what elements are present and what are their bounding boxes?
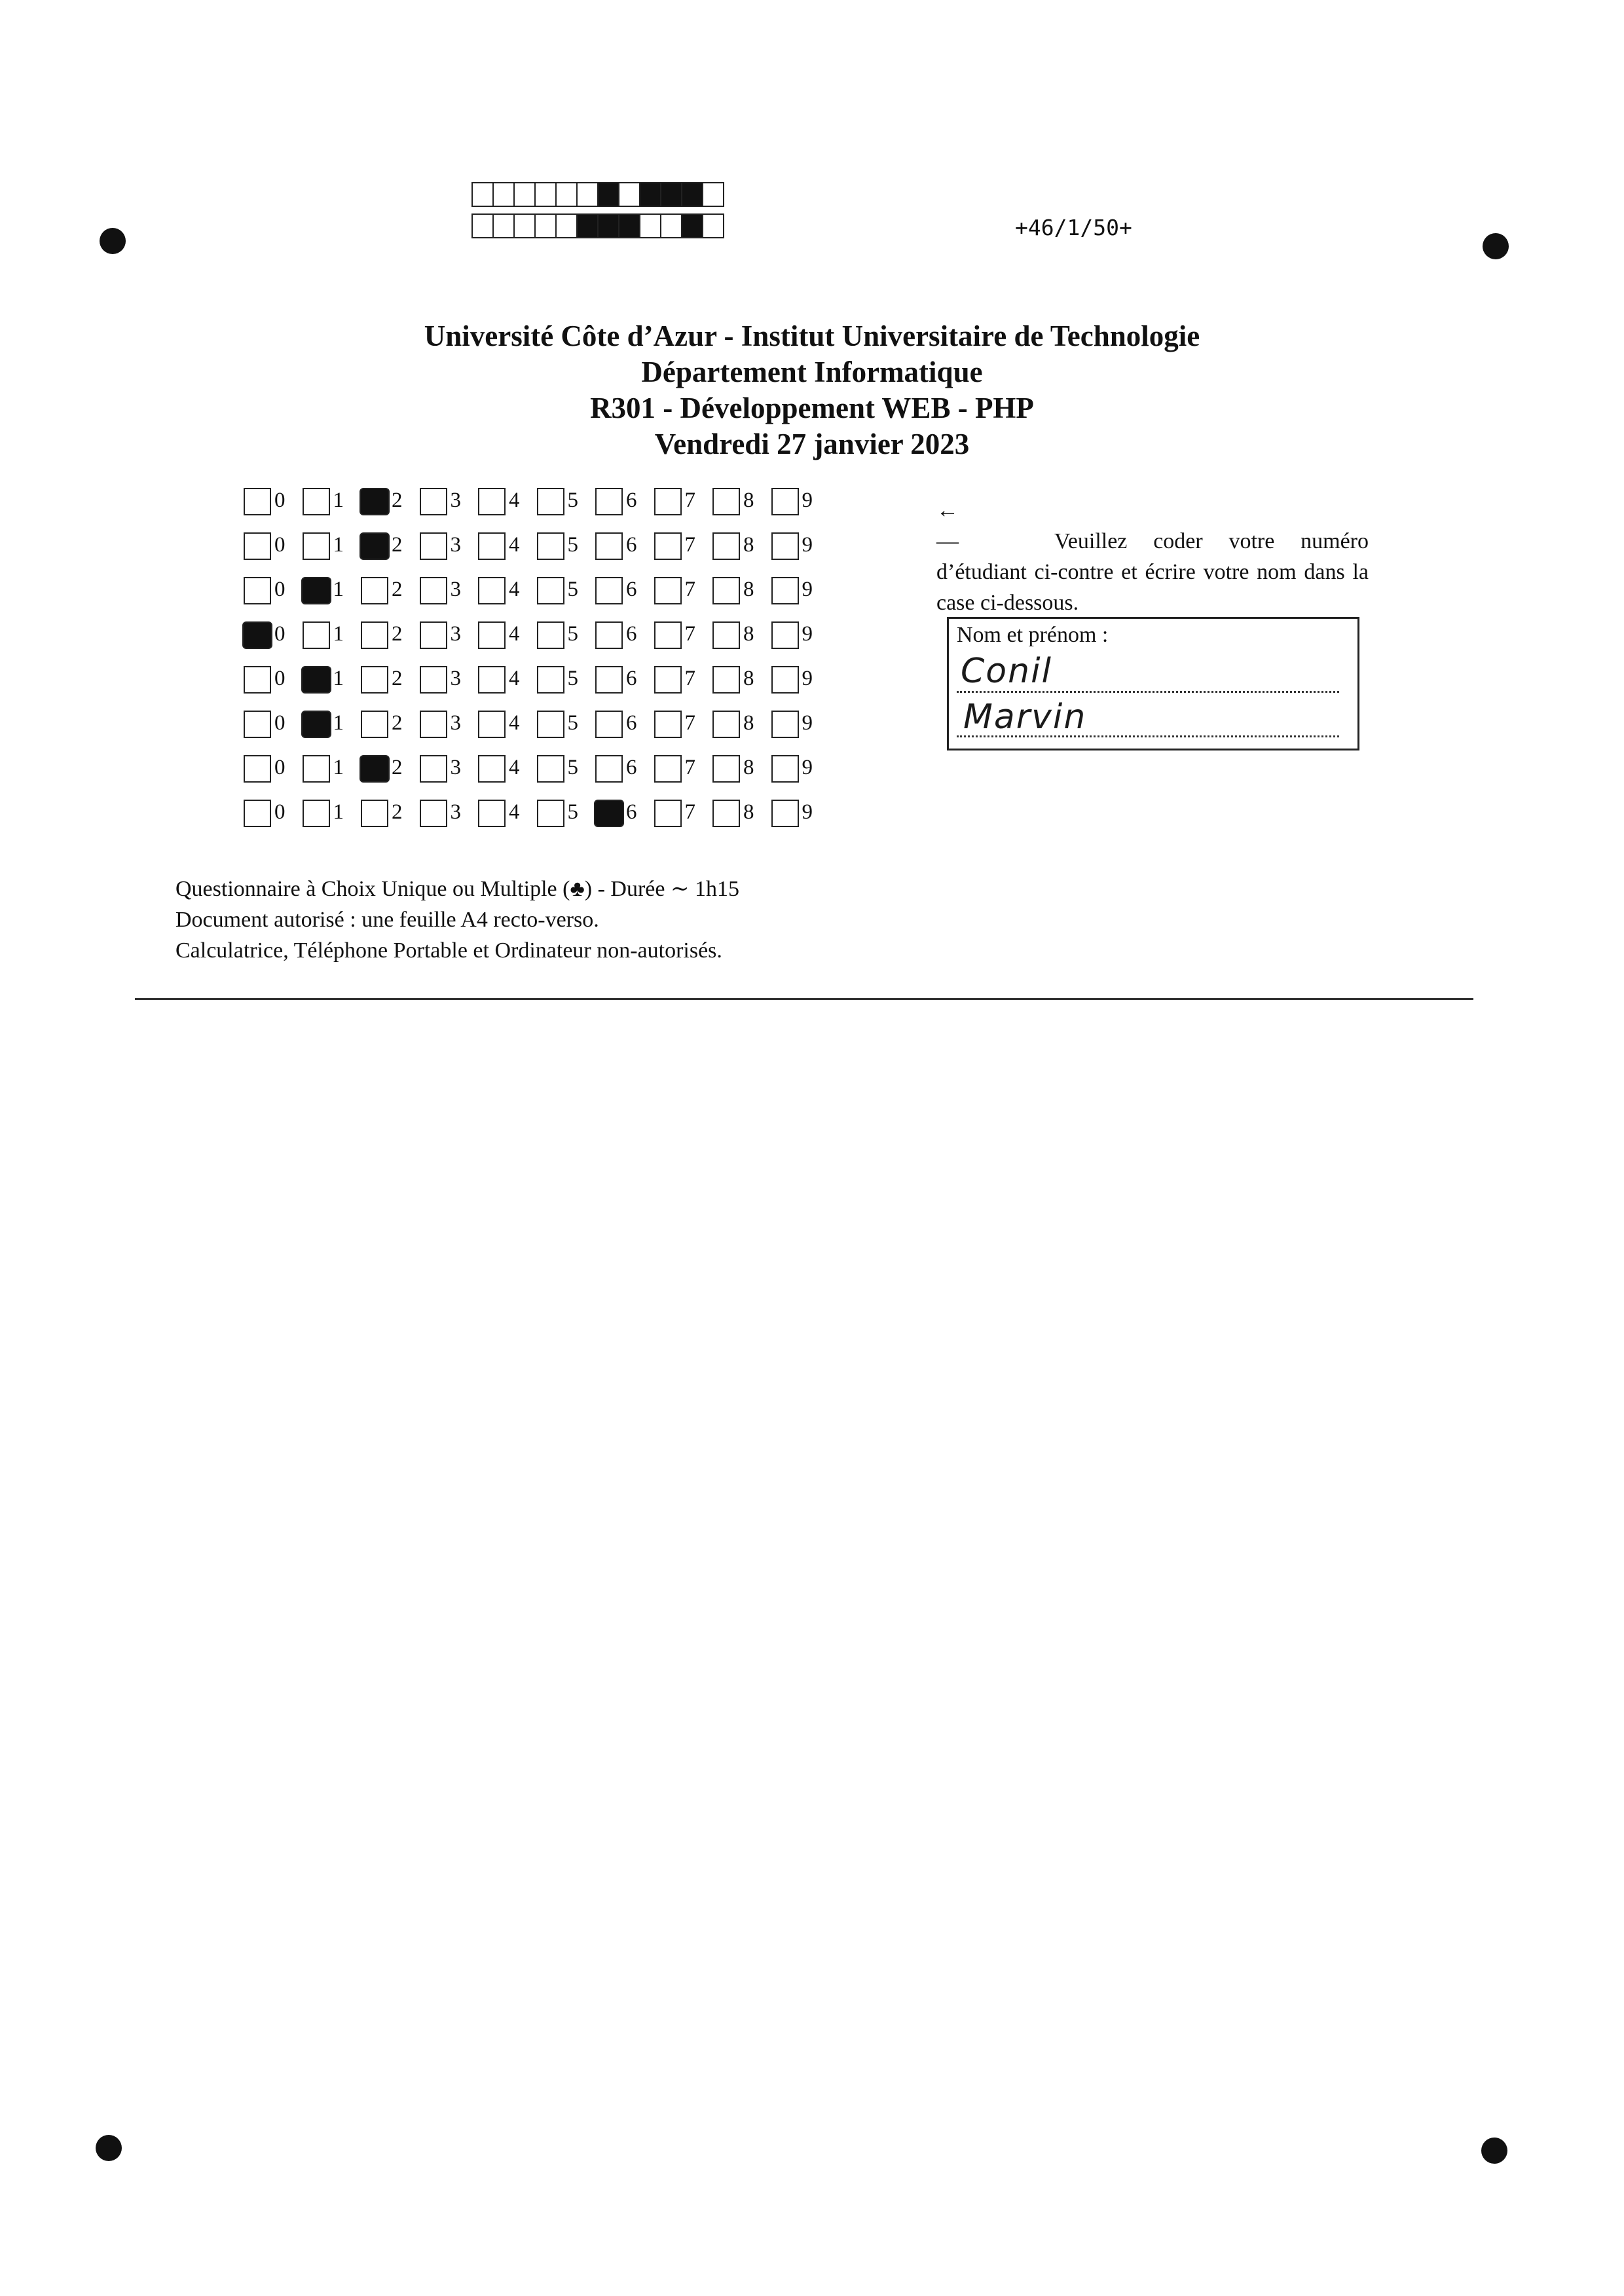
checkbox[interactable] — [537, 711, 564, 738]
digit-option[interactable] — [537, 709, 595, 741]
checkbox[interactable] — [361, 621, 388, 649]
digit-option[interactable] — [595, 575, 654, 608]
digit-option[interactable] — [595, 530, 654, 563]
digit-label: 5 — [567, 756, 578, 779]
checkbox[interactable] — [303, 488, 330, 515]
checkbox[interactable] — [712, 755, 740, 783]
digit-label: 8 — [743, 578, 754, 601]
checkbox[interactable] — [537, 488, 564, 515]
digit-option[interactable] — [303, 620, 361, 652]
digit-option[interactable] — [654, 664, 712, 697]
checkbox[interactable] — [654, 711, 682, 738]
digit-option[interactable] — [303, 709, 361, 741]
digit-option[interactable] — [537, 798, 595, 830]
rules-devices: Calculatrice, Téléphone Portable et Ordinateur non-autorisés. — [175, 938, 722, 963]
digit-option[interactable] — [244, 575, 302, 608]
checkbox[interactable] — [361, 711, 388, 738]
digit-option[interactable] — [595, 709, 654, 741]
digit-label: 1 — [333, 800, 344, 824]
digit-label: 2 — [392, 533, 403, 557]
digit-label: 4 — [509, 578, 520, 601]
digit-label: 0 — [274, 667, 286, 690]
checkbox[interactable] — [654, 800, 682, 827]
digit-option[interactable] — [771, 753, 830, 786]
digit-option[interactable] — [595, 620, 654, 652]
digit-label: 5 — [567, 578, 578, 601]
digit-label: 8 — [743, 622, 754, 646]
digit-label: 1 — [333, 711, 344, 735]
digit-label: 1 — [333, 489, 344, 512]
digit-option[interactable] — [595, 753, 654, 786]
digit-option[interactable] — [244, 798, 302, 830]
exam-header — [0, 318, 1624, 462]
digit-label: 8 — [743, 489, 754, 512]
checkbox[interactable] — [361, 577, 388, 604]
checkbox[interactable] — [771, 755, 799, 783]
digit-label: 4 — [509, 489, 520, 512]
digit-option[interactable] — [303, 798, 361, 830]
digit-option[interactable] — [654, 709, 712, 741]
digit-option[interactable] — [654, 530, 712, 563]
digit-option[interactable] — [478, 709, 536, 741]
checkbox-filled[interactable] — [360, 755, 390, 783]
checkbox[interactable] — [420, 755, 447, 783]
checkbox[interactable] — [420, 711, 447, 738]
checkbox-filled[interactable] — [242, 621, 272, 649]
checkbox[interactable] — [420, 532, 447, 560]
digit-label: 0 — [274, 578, 286, 601]
digit-option[interactable] — [244, 664, 302, 697]
digit-label: 6 — [626, 533, 637, 557]
checkbox[interactable] — [771, 711, 799, 738]
checkbox[interactable] — [712, 577, 740, 604]
digit-label: 1 — [333, 667, 344, 690]
digit-option[interactable] — [537, 486, 595, 519]
digit-option[interactable] — [771, 664, 830, 697]
rules-format: Questionnaire à Choix Unique ou Multiple (♣) - Durée ∼ 1h15 — [175, 877, 739, 901]
checkbox[interactable] — [595, 621, 623, 649]
checkbox[interactable] — [537, 532, 564, 560]
digit-option[interactable] — [303, 486, 361, 519]
digit-option[interactable] — [595, 486, 654, 519]
digit-option[interactable] — [478, 530, 536, 563]
digit-label: 8 — [743, 667, 754, 690]
checkbox[interactable] — [654, 488, 682, 515]
checkbox[interactable] — [244, 755, 271, 783]
digit-option[interactable] — [654, 486, 712, 519]
digit-label: 4 — [509, 667, 520, 690]
checkbox[interactable] — [537, 577, 564, 604]
digit-label: 7 — [684, 756, 695, 779]
digit-label: 8 — [743, 756, 754, 779]
digit-label: 7 — [684, 533, 695, 557]
checkbox[interactable] — [478, 532, 506, 560]
page-code: +46/1/50+ — [1015, 215, 1132, 240]
header-divider — [135, 998, 1473, 1000]
digit-option[interactable] — [478, 486, 536, 519]
registration-mark-bottom-left — [96, 2135, 122, 2161]
handwritten-last-name: Conil — [961, 652, 1052, 691]
barcode-cell — [576, 213, 599, 238]
registration-mark-bottom-right — [1481, 2138, 1507, 2164]
page-barcode-top — [473, 182, 724, 207]
digit-option[interactable] — [595, 664, 654, 697]
digit-option[interactable] — [244, 709, 302, 741]
checkbox[interactable] — [537, 666, 564, 694]
digit-option[interactable] — [361, 575, 419, 608]
digit-label: 0 — [274, 800, 286, 824]
digit-label: 7 — [684, 578, 695, 601]
digit-label: 5 — [567, 622, 578, 646]
id-instructions — [936, 495, 1369, 618]
rules-documents: Document autorisé : une feuille A4 recto-verso. — [175, 908, 599, 932]
digit-option[interactable] — [303, 575, 361, 608]
digit-label: 1 — [333, 622, 344, 646]
digit-label: 6 — [626, 711, 637, 735]
digit-option[interactable] — [537, 664, 595, 697]
digit-option[interactable] — [537, 620, 595, 652]
barcode-cell — [492, 213, 515, 238]
digit-label: 8 — [743, 533, 754, 557]
checkbox[interactable] — [478, 666, 506, 694]
digit-option[interactable] — [478, 664, 536, 697]
digit-option[interactable] — [361, 798, 419, 830]
barcode-cell — [702, 213, 724, 238]
digit-option[interactable] — [303, 530, 361, 563]
digit-label: 0 — [274, 622, 286, 646]
checkbox[interactable] — [712, 621, 740, 649]
digit-option[interactable] — [654, 753, 712, 786]
checkbox[interactable] — [303, 621, 330, 649]
checkbox[interactable] — [771, 800, 799, 827]
digit-option[interactable] — [244, 530, 302, 563]
digit-label: 4 — [509, 756, 520, 779]
checkbox[interactable] — [595, 577, 623, 604]
checkbox[interactable] — [654, 755, 682, 783]
digit-label: 1 — [333, 578, 344, 601]
checkbox[interactable] — [361, 666, 388, 694]
digit-label: 5 — [567, 667, 578, 690]
checkbox-filled[interactable] — [301, 711, 331, 738]
digit-label: 3 — [450, 667, 461, 690]
digit-option[interactable] — [712, 486, 771, 519]
checkbox-filled[interactable] — [301, 577, 331, 604]
university-title: Université Côte d’Azur - Institut Universitaire de Technologie — [424, 320, 1200, 352]
barcode-cell — [618, 213, 640, 238]
digit-option[interactable] — [712, 575, 771, 608]
digit-label: 4 — [509, 533, 520, 557]
checkbox-filled[interactable] — [360, 532, 390, 560]
page-barcode-bottom — [473, 213, 724, 238]
checkbox[interactable] — [654, 577, 682, 604]
checkbox[interactable] — [595, 755, 623, 783]
digit-label: 2 — [392, 800, 403, 824]
barcode-cell — [639, 182, 661, 207]
digit-label: 5 — [567, 711, 578, 735]
checkbox[interactable] — [654, 532, 682, 560]
digit-option[interactable] — [771, 486, 830, 519]
barcode-cell — [618, 182, 640, 207]
barcode-cell — [576, 182, 599, 207]
digit-option[interactable] — [654, 575, 712, 608]
digit-label: 9 — [802, 756, 813, 779]
digit-option[interactable] — [303, 753, 361, 786]
digit-option[interactable] — [712, 798, 771, 830]
handwritten-first-name: Marvin — [963, 697, 1087, 737]
digit-option[interactable] — [537, 530, 595, 563]
checkbox[interactable] — [478, 488, 506, 515]
digit-label: 0 — [274, 756, 286, 779]
digit-label: 4 — [509, 800, 520, 824]
digit-option[interactable] — [478, 798, 536, 830]
checkbox[interactable] — [244, 532, 271, 560]
course-title: R301 - Développement WEB - PHP — [590, 392, 1034, 424]
checkbox[interactable] — [771, 666, 799, 694]
digit-label: 9 — [802, 800, 813, 824]
digit-option[interactable] — [244, 486, 302, 519]
digit-label: 3 — [450, 622, 461, 646]
digit-label: 7 — [684, 489, 695, 512]
digit-option[interactable] — [771, 798, 830, 830]
checkbox-filled[interactable] — [594, 800, 624, 827]
digit-label: 7 — [684, 622, 695, 646]
checkbox[interactable] — [595, 488, 623, 515]
checkbox[interactable] — [244, 666, 271, 694]
digit-label: 6 — [626, 578, 637, 601]
checkbox[interactable] — [478, 621, 506, 649]
digit-label: 3 — [450, 533, 461, 557]
digit-option[interactable] — [420, 620, 478, 652]
digit-label: 8 — [743, 711, 754, 735]
barcode-cell — [492, 182, 515, 207]
digit-label: 5 — [567, 489, 578, 512]
digit-option[interactable] — [361, 753, 419, 786]
barcode-cell — [639, 213, 661, 238]
digit-option[interactable] — [712, 709, 771, 741]
digit-option[interactable] — [361, 530, 419, 563]
digit-option[interactable] — [420, 486, 478, 519]
digit-option[interactable] — [420, 664, 478, 697]
digit-option[interactable] — [712, 753, 771, 786]
digit-label: 7 — [684, 800, 695, 824]
digit-label: 0 — [274, 533, 286, 557]
digit-label: 9 — [802, 489, 813, 512]
digit-label: 9 — [802, 667, 813, 690]
digit-option[interactable] — [361, 709, 419, 741]
checkbox[interactable] — [361, 800, 388, 827]
digit-option[interactable] — [303, 664, 361, 697]
barcode-cell — [681, 182, 703, 207]
checkbox[interactable] — [595, 711, 623, 738]
barcode-cell — [471, 182, 494, 207]
name-label: Nom et prénom : — [957, 623, 1109, 647]
digit-option[interactable] — [361, 620, 419, 652]
checkbox[interactable] — [537, 755, 564, 783]
checkbox[interactable] — [303, 755, 330, 783]
checkbox[interactable] — [771, 488, 799, 515]
digit-option[interactable] — [595, 798, 654, 830]
digit-option[interactable] — [361, 664, 419, 697]
digit-label: 9 — [802, 578, 813, 601]
digit-label: 9 — [802, 622, 813, 646]
barcode-cell — [534, 182, 557, 207]
digit-label: 7 — [684, 667, 695, 690]
left-arrow-icon: ←— — [936, 498, 959, 553]
checkbox[interactable] — [420, 577, 447, 604]
digit-option[interactable] — [420, 530, 478, 563]
digit-label: 2 — [392, 622, 403, 646]
digit-option[interactable] — [537, 575, 595, 608]
barcode-cell — [660, 213, 682, 238]
digit-label: 3 — [450, 578, 461, 601]
digit-label: 4 — [509, 711, 520, 735]
instructions-text: Veuillez coder votre numéro d’étudiant ci-contre et écrire votre nom dans la case ci-dessous. — [936, 529, 1369, 615]
name-box[interactable] — [947, 617, 1359, 750]
checkbox[interactable] — [595, 666, 623, 694]
barcode-cell — [555, 213, 578, 238]
digit-option[interactable] — [771, 620, 830, 652]
digit-label: 1 — [333, 756, 344, 779]
barcode-cell — [534, 213, 557, 238]
checkbox[interactable] — [478, 755, 506, 783]
digit-option[interactable] — [771, 575, 830, 608]
checkbox[interactable] — [771, 532, 799, 560]
checkbox[interactable] — [712, 488, 740, 515]
checkbox[interactable] — [712, 711, 740, 738]
checkbox[interactable] — [712, 666, 740, 694]
barcode-cell — [660, 182, 682, 207]
exam-date: Vendredi 27 janvier 2023 — [654, 428, 970, 460]
digit-option[interactable] — [478, 753, 536, 786]
digit-label: 2 — [392, 489, 403, 512]
exam-rules — [175, 874, 739, 966]
digit-label: 6 — [626, 622, 637, 646]
barcode-cell — [597, 213, 619, 238]
checkbox[interactable] — [303, 800, 330, 827]
department-title: Département Informatique — [641, 356, 983, 388]
checkbox[interactable] — [420, 621, 447, 649]
checkbox[interactable] — [244, 488, 271, 515]
digit-label: 2 — [392, 667, 403, 690]
digit-option[interactable] — [712, 530, 771, 563]
digit-option[interactable] — [420, 575, 478, 608]
digit-label: 4 — [509, 622, 520, 646]
checkbox-filled[interactable] — [301, 666, 331, 694]
digit-label: 3 — [450, 800, 461, 824]
digit-option[interactable] — [771, 530, 830, 563]
checkbox[interactable] — [478, 711, 506, 738]
digit-label: 7 — [684, 711, 695, 735]
digit-label: 5 — [567, 800, 578, 824]
digit-label: 2 — [392, 756, 403, 779]
digit-option[interactable] — [478, 575, 536, 608]
digit-label: 5 — [567, 533, 578, 557]
digit-option[interactable] — [654, 620, 712, 652]
digit-label: 3 — [450, 489, 461, 512]
checkbox[interactable] — [537, 800, 564, 827]
digit-option[interactable] — [712, 620, 771, 652]
barcode-cell — [513, 182, 536, 207]
digit-label: 6 — [626, 756, 637, 779]
checkbox[interactable] — [595, 532, 623, 560]
digit-label: 2 — [392, 711, 403, 735]
barcode-cell — [597, 182, 619, 207]
digit-label: 3 — [450, 756, 461, 779]
digit-option[interactable] — [537, 753, 595, 786]
digit-label: 9 — [802, 533, 813, 557]
digit-label: 0 — [274, 489, 286, 512]
digit-label: 6 — [626, 489, 637, 512]
checkbox[interactable] — [420, 800, 447, 827]
digit-option[interactable] — [771, 709, 830, 741]
digit-option[interactable] — [478, 620, 536, 652]
barcode-cell — [702, 182, 724, 207]
digit-label: 6 — [626, 800, 637, 824]
digit-label: 9 — [802, 711, 813, 735]
checkbox[interactable] — [420, 666, 447, 694]
digit-option[interactable] — [244, 753, 302, 786]
digit-option[interactable] — [361, 486, 419, 519]
registration-mark-top-right — [1483, 233, 1509, 259]
name-dotted-line — [957, 691, 1339, 693]
digit-option[interactable] — [420, 798, 478, 830]
barcode-cell — [555, 182, 578, 207]
checkbox[interactable] — [244, 577, 271, 604]
digit-label: 1 — [333, 533, 344, 557]
checkbox[interactable] — [771, 577, 799, 604]
checkbox[interactable] — [303, 532, 330, 560]
digit-option[interactable] — [712, 664, 771, 697]
checkbox[interactable] — [244, 711, 271, 738]
checkbox[interactable] — [712, 800, 740, 827]
digit-label: 2 — [392, 578, 403, 601]
digit-option[interactable] — [654, 798, 712, 830]
checkbox[interactable] — [712, 532, 740, 560]
digit-option[interactable] — [244, 620, 302, 652]
checkbox[interactable] — [478, 577, 506, 604]
checkbox[interactable] — [478, 800, 506, 827]
checkbox[interactable] — [537, 621, 564, 649]
digit-label: 6 — [626, 667, 637, 690]
digit-option[interactable] — [420, 753, 478, 786]
digit-label: 8 — [743, 800, 754, 824]
checkbox[interactable] — [771, 621, 799, 649]
registration-mark-top-left — [100, 228, 126, 254]
checkbox[interactable] — [420, 488, 447, 515]
checkbox-filled[interactable] — [360, 488, 390, 515]
digit-label: 3 — [450, 711, 461, 735]
barcode-cell — [513, 213, 536, 238]
checkbox[interactable] — [654, 621, 682, 649]
checkbox[interactable] — [654, 666, 682, 694]
checkbox[interactable] — [244, 800, 271, 827]
digit-label: 0 — [274, 711, 286, 735]
digit-option[interactable] — [420, 709, 478, 741]
barcode-cell — [681, 213, 703, 238]
barcode-cell — [471, 213, 494, 238]
